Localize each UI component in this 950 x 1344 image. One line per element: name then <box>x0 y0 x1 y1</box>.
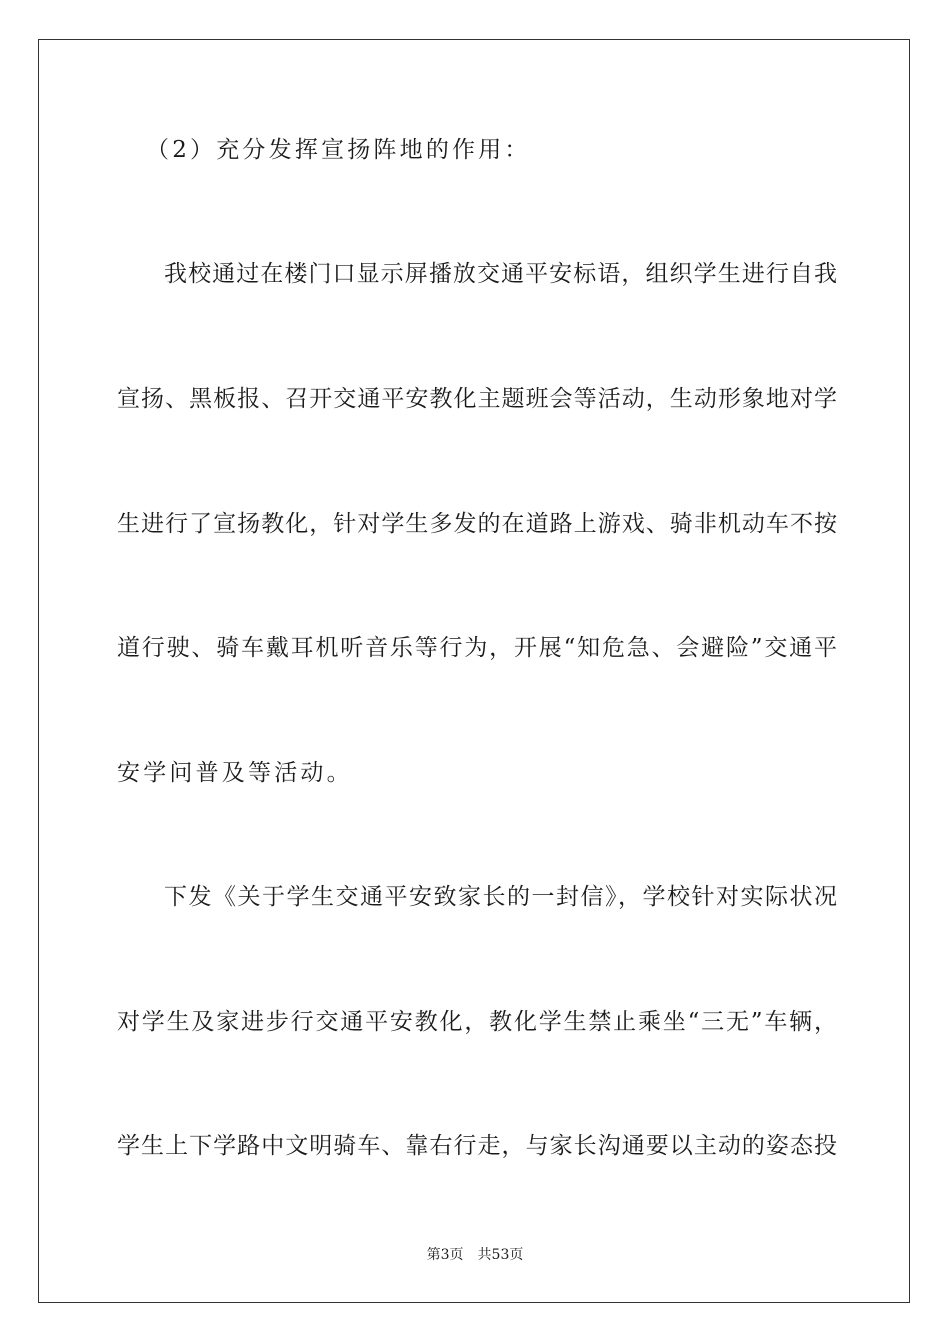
page-number: 第3页 <box>426 1247 464 1263</box>
paragraph-2-line-2: 对学生及家进步行交通平安教化，教化学生禁止乘坐“三无”车辆， <box>117 1009 837 1035</box>
paragraph-1-line-4: 道行驶、骑车戴耳机听音乐等行为，开展“知危急、会避险”交通平 <box>117 635 837 661</box>
total-pages: 共53页 <box>477 1247 524 1263</box>
section-heading: （2）充分发挥宣扬阵地的作用： <box>146 137 531 163</box>
paragraph-1-line-1: 我校通过在楼门口显示屏播放交通平安标语，组织学生进行自我 <box>164 261 837 287</box>
paragraph-2-line-3: 学生上下学路中文明骑车、靠右行走，与家长沟通要以主动的姿态投 <box>117 1133 837 1159</box>
paragraph-1-line-2: 宣扬、黑板报、召开交通平安教化主题班会等活动，生动形象地对学 <box>117 386 837 412</box>
page-border <box>38 39 910 1303</box>
page-footer <box>0 1246 950 1264</box>
paragraph-1-line-5: 安学问普及等活动。 <box>117 760 353 786</box>
paragraph-1-line-3: 生进行了宣扬教化，针对学生多发的在道路上游戏、骑非机动车不按 <box>117 511 837 537</box>
paragraph-2-line-1: 下发《关于学生交通平安致家长的一封信》，学校针对实际状况 <box>164 884 837 910</box>
